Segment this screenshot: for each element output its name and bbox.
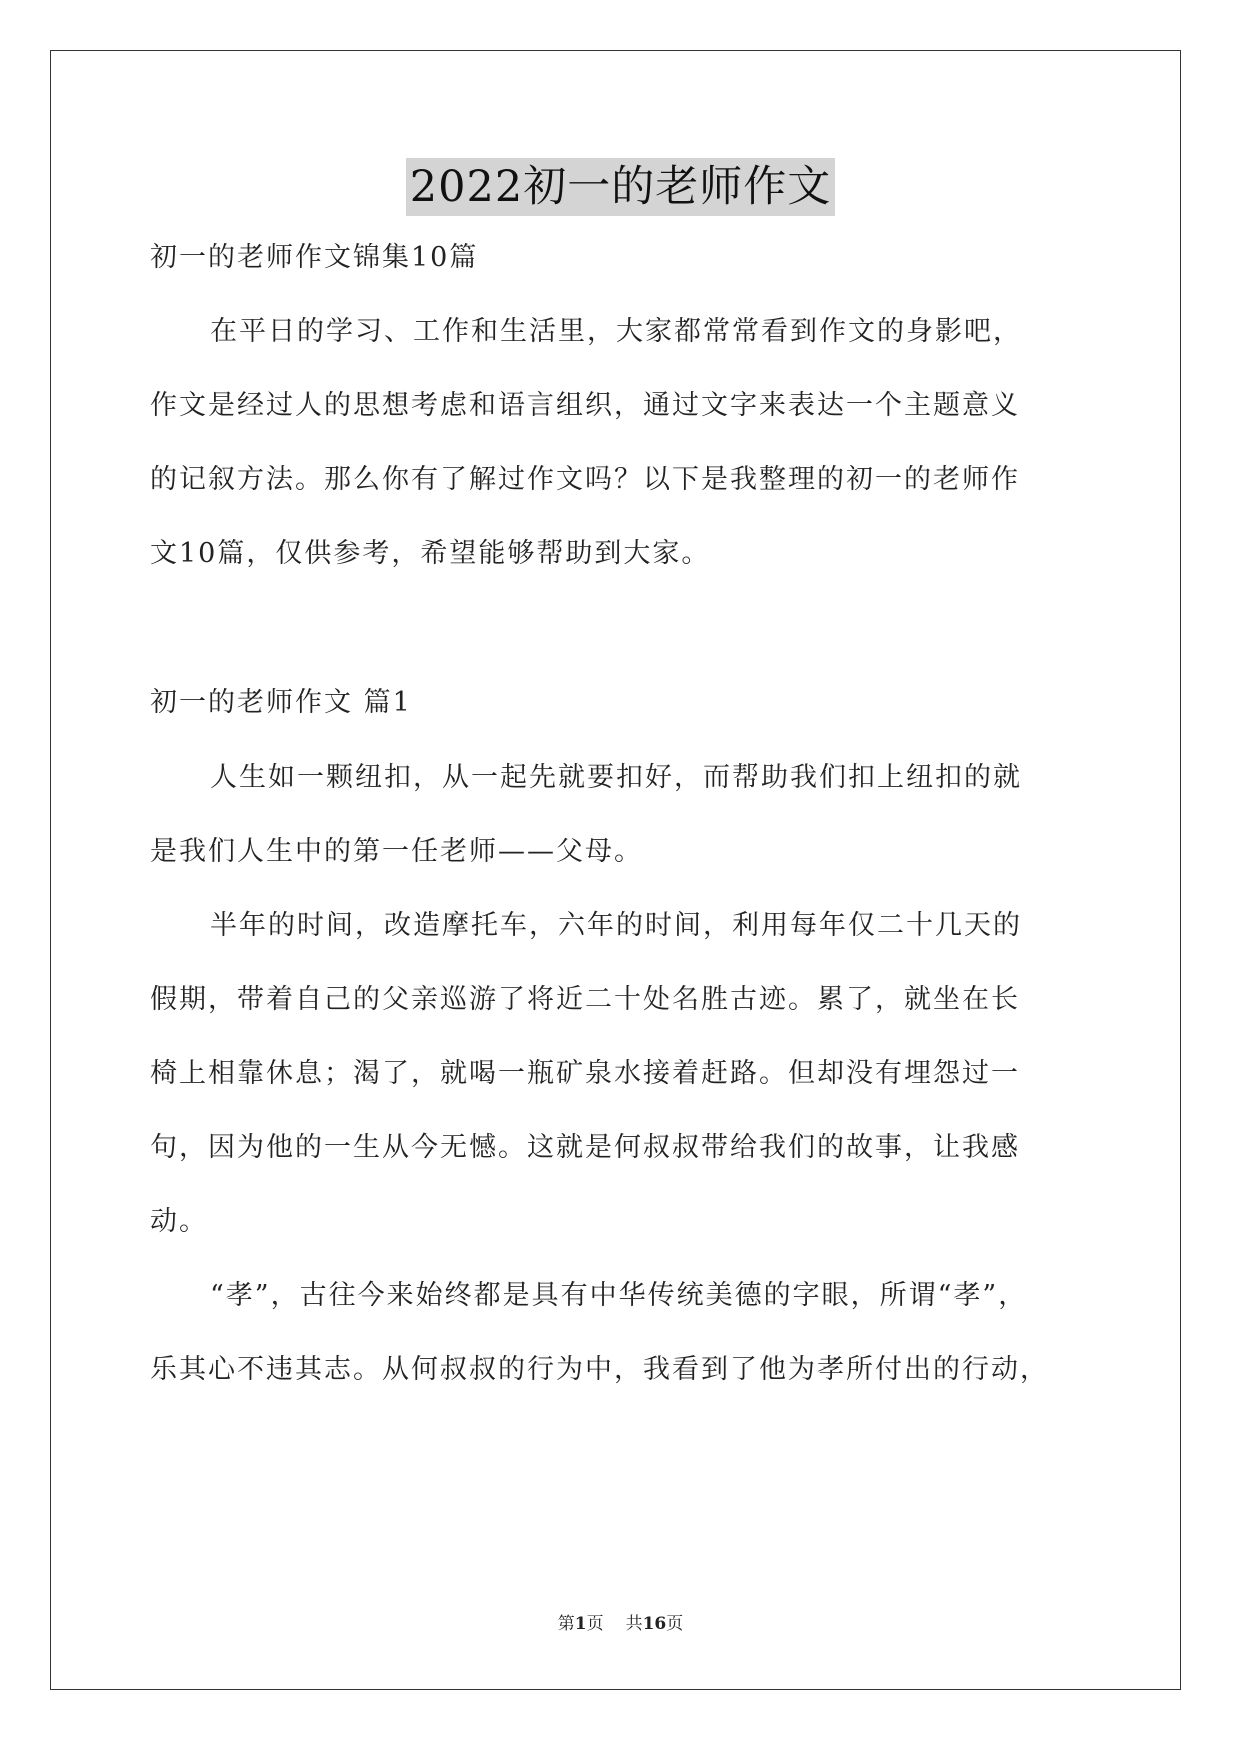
paragraph-line: 动。 — [150, 1206, 208, 1237]
page-number-footer — [0, 1612, 1241, 1636]
title-container — [0, 158, 1241, 216]
page-current: 1 — [574, 1614, 587, 1634]
section-heading: 初一的老师作文 篇1 — [150, 687, 412, 718]
intro-line: 作文是经过人的思想考虑和语言组织，通过文字来表达一个主题意义 — [150, 390, 1020, 421]
paragraph-line: 乐其心不违其志。从何叔叔的行为中，我看到了他为孝所付出的行动， — [150, 1354, 1049, 1385]
total-prefix: 共 — [625, 1614, 643, 1634]
page-total: 16 — [642, 1614, 667, 1634]
paragraph-line: “孝”，古往今来始终都是具有中华传统美德的字眼，所谓“孝”， — [210, 1280, 1028, 1311]
paragraph-line: 假期，带着自己的父亲巡游了将近二十处名胜古迹。累了，就坐在长 — [150, 984, 1020, 1015]
intro-line: 在平日的学习、工作和生活里，大家都常常看到作文的身影吧， — [210, 316, 1022, 347]
total-suffix: 页 — [666, 1614, 684, 1634]
paragraph-line: 是我们人生中的第一任老师——父母。 — [150, 836, 643, 867]
document-subtitle: 初一的老师作文锦集10篇 — [150, 242, 479, 273]
page-mid: 页 — [586, 1614, 604, 1634]
paragraph-line: 椅上相靠休息；渴了，就喝一瓶矿泉水接着赶路。但却没有埋怨过一 — [150, 1058, 1020, 1089]
document-title: 2022初一的老师作文 — [406, 158, 835, 216]
paragraph-line: 半年的时间，改造摩托车，六年的时间，利用每年仅二十几天的 — [210, 910, 1022, 941]
paragraph-line: 句，因为他的一生从今无憾。这就是何叔叔带给我们的故事，让我感 — [150, 1132, 1020, 1163]
paragraph-line: 人生如一颗纽扣，从一起先就要扣好，而帮助我们扣上纽扣的就 — [210, 762, 1022, 793]
page-prefix: 第 — [557, 1614, 575, 1634]
intro-line: 文10篇，仅供参考，希望能够帮助到大家。 — [150, 538, 711, 569]
intro-line: 的记叙方法。那么你有了解过作文吗？以下是我整理的初一的老师作 — [150, 464, 1020, 495]
